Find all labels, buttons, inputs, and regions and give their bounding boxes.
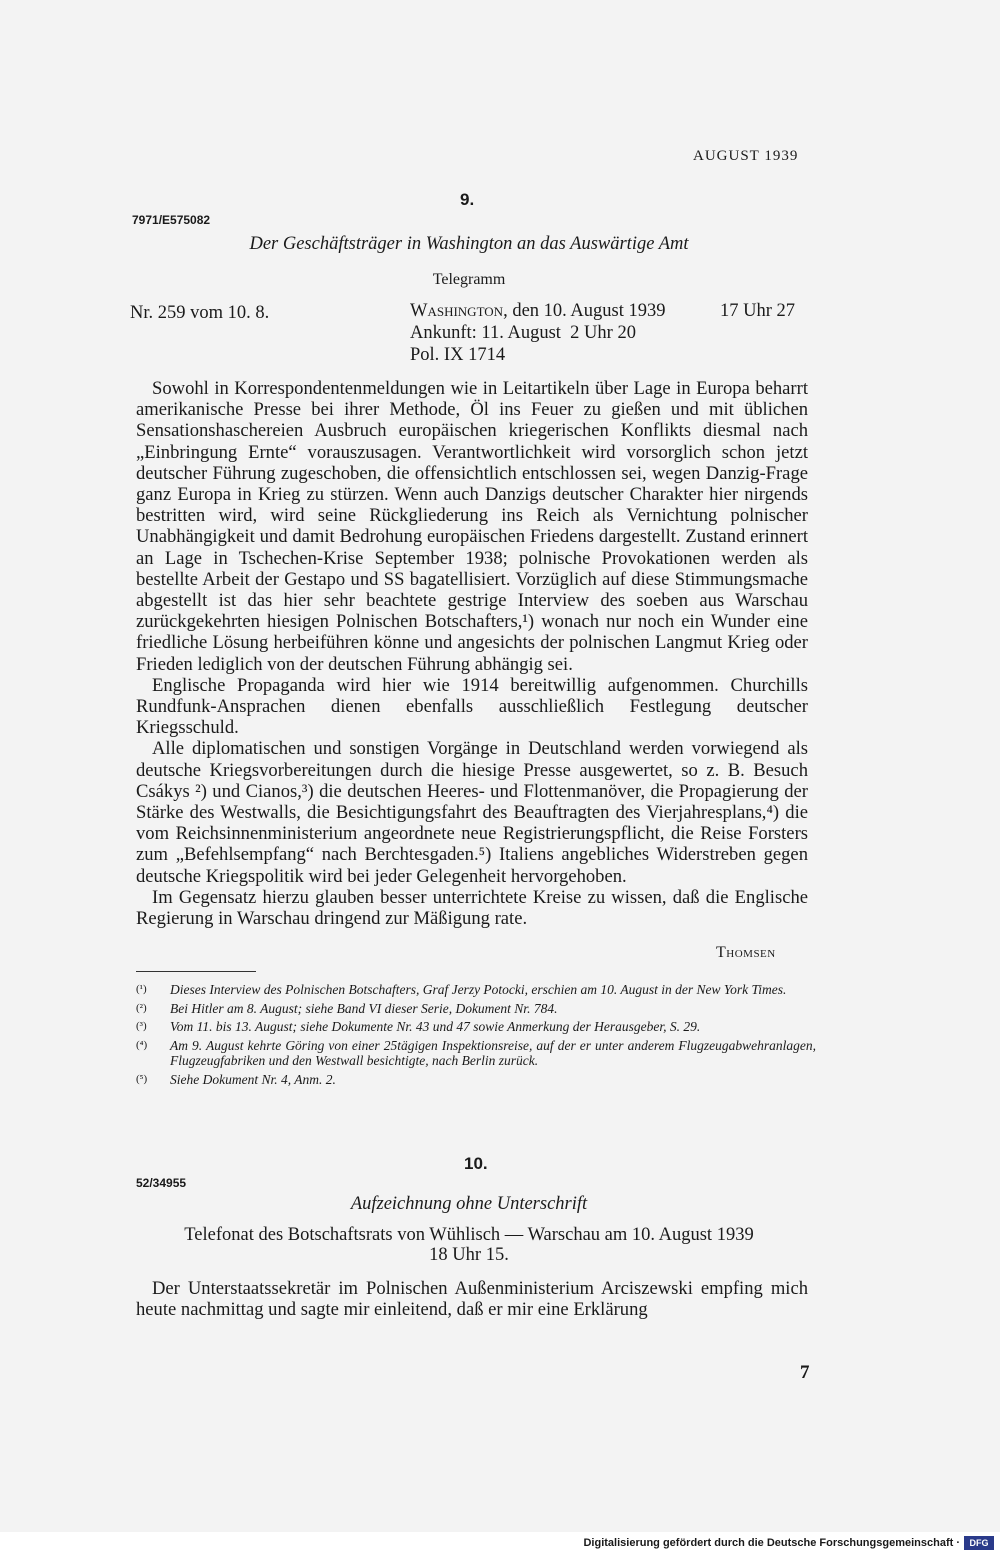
footnote-rule xyxy=(136,971,256,972)
footnote xyxy=(136,1019,816,1035)
footnotes xyxy=(136,982,816,1087)
footnote xyxy=(136,1072,816,1088)
footnote-mark: (³) xyxy=(136,1020,147,1032)
paragraph: Sowohl in Korrespondentenmeldungen wie in Leitartikeln über Lage in Europa beharrt amerikanische Presse bei ihrer Methode, Öl ins Feuer zu gießen und mit üblichen Sensationshaschereien Ausbruch europäischen kriegerischen Konflikts diesmal nach „Einbringung Ernte“ vorauszusagen. Verantwortlichkeit wird vorsorglich schon jetzt deutscher Führung zugeschoben, die offensichtlich entschlossen sei, wegen Danzig-Frage ganz Europa in Krieg zu stürzen. Wenn auch Danzigs deutscher Charakter hier nirgends bestritten wird, wird seine Rückgliederung ins Reich als Vernichtung polnischer Unabhängigkeit und damit Bedrohung europäischen Friedens dargestellt. Zustand erinnert an Lage in Tschechen-Krise September 1938; polnische Provokationen werden als bestellte Arbeit der Gestapo und SS bagatellisiert. Vorzüglich auf diese Stimmungsmache abgestellt ist das hier sehr beachtete gestrige Interview des soeben aus Warschau zurückgekehrten hiesigen Polnischen Botschafters,¹) wonach nur noch ein Wunder eine friedliche Lösung herbeiführen könne und angesichts der polnischen Langmut Krieg oder Frieden lediglich von der deutschen Führung abhängig sei. xyxy=(136,378,808,675)
footnote-mark: (¹) xyxy=(136,983,147,995)
record-body xyxy=(136,1278,808,1320)
digitization-footer xyxy=(0,1532,1000,1554)
dateline-place: Washington xyxy=(410,301,504,321)
dateline xyxy=(410,301,665,322)
footnote xyxy=(136,1038,816,1069)
pol-reference: Pol. IX 1714 xyxy=(410,345,506,365)
signature: Thomsen xyxy=(716,944,776,961)
subject-line-1: Telefonat des Botschaftsrats von Wühlisch — Warschau am 10. August 1939 xyxy=(184,1225,754,1245)
dfg-logo: DFG xyxy=(964,1536,994,1550)
footnote-mark: (⁵) xyxy=(136,1072,148,1085)
footnote-mark: (²) xyxy=(136,1001,147,1014)
paragraph: Englische Propaganda wird hier wie 1914 bereitwillig aufgenommen. Churchills Rundfunk-Ansprachen dienen ebenfalls ausschließlich Festlegung deutscher Kriegsschuld. xyxy=(136,674,808,739)
footnote-text: Vom 11. bis 13. August; siehe Dokumente Nr. 43 und 47 sowie Anmerkung der Herausgeber, S. 29. xyxy=(170,1019,701,1034)
paragraph: Alle diplomatischen und sonstigen Vorgänge in Deutschland werden vorwiegend als deutsche Kriegsvorbereitungen durch die hiesige Presse ausgewertet, so z. B. Besuch Csákys ²) und Cianos,³) die deutschen Heeres- und Flottenmanöver, die Propagierung der Stärke des Westwalls, die Besichtigungsfahrt des Beauftragten des Vierjahresplans,⁴) die vom Reichsinnenministerium angeordnete neue Registrierungspflicht, die Reise Forsters zum „Befehlsempfang“ nach Berchtesgaden.⁵) Italiens angebliches Widerstreben gegen deutsche Kriegspolitik wird bei jeder Gelegenheit hervorgehoben. xyxy=(136,738,808,887)
telegram-body xyxy=(136,378,808,929)
running-head: AUGUST 1939 xyxy=(693,148,799,164)
paragraph: Der Unterstaatssekretär im Polnischen Außenministerium Arciszewski empfing mich heute nachmittag und sagte mir einleitend, daß er mir eine Erklärung xyxy=(136,1278,808,1321)
document-title: Der Geschäftsträger in Washington an das Auswärtige Amt xyxy=(249,234,689,254)
dateline-date: , den 10. August 1939 xyxy=(503,301,666,321)
footer-text: Digitalisierung gefördert durch die Deutsche Forschungsgemeinschaft · xyxy=(583,1537,960,1549)
footnote-text: Siehe Dokument Nr. 4, Anm. 2. xyxy=(170,1071,336,1087)
footnote-text: Bei Hitler am 8. August; siehe Band VI dieser Serie, Dokument Nr. 784. xyxy=(170,1000,558,1016)
footnote-text: Am 9. August kehrte Göring von einer 25tägigen Inspektionsreise, auf der er unter anderem Flugzeugabwehranlagen, Flugzeugfabriken und den Westwall besichtigte, nach Berlin zurück. xyxy=(170,1037,816,1068)
document-title: Aufzeichnung ohne Unterschrift xyxy=(350,1194,588,1214)
dispatch-time: 17 Uhr 27 xyxy=(720,301,796,321)
file-reference: 7971/E575082 xyxy=(132,213,211,227)
footnote-mark: (⁴) xyxy=(136,1038,148,1051)
file-reference: 52/34955 xyxy=(136,1176,187,1190)
telegram-number: Nr. 259 vom 10. 8. xyxy=(130,303,270,323)
document-type: Telegramm xyxy=(432,271,506,288)
subject-line-2: 18 Uhr 15. xyxy=(429,1245,509,1265)
footnote xyxy=(136,1001,816,1017)
document-number: 9. xyxy=(460,190,475,209)
footnote xyxy=(136,982,816,998)
paragraph: Im Gegensatz hierzu glauben besser unterrichtete Kreise zu wissen, daß die Englische Regierung in Warschau dringend zur Mäßigung rate. xyxy=(136,886,808,930)
page-number: 7 xyxy=(800,1362,810,1383)
document-number: 10. xyxy=(464,1154,488,1173)
footnote-text: Dieses Interview des Polnischen Botschafters, Graf Jerzy Potocki, erschien am 10. August in der New York Times. xyxy=(170,982,787,997)
arrival-line: Ankunft: 11. August 2 Uhr 20 xyxy=(410,323,636,343)
